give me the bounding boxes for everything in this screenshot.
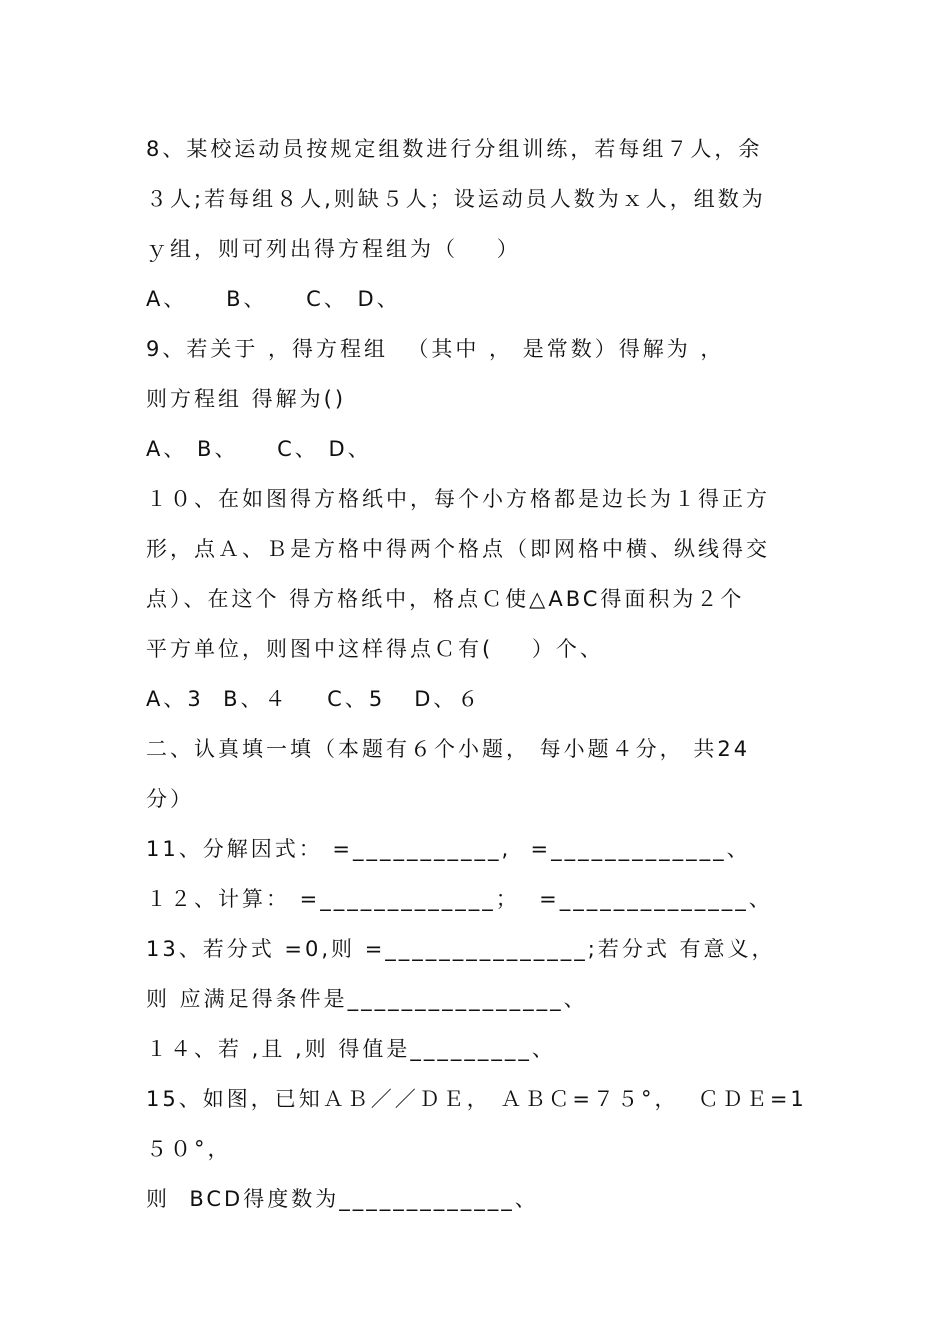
question-9-line-2: 则方程组 得解为() (146, 387, 347, 411)
question-14: １４、若 ,且 ,则 得值是_________、 (146, 1037, 556, 1061)
question-12: １２、计算： =_____________； =______________、 (146, 887, 773, 911)
question-9-line-1: 9、若关于 ，得方程组 （其中 ， 是常数）得解为 ， (146, 337, 725, 361)
section-2-heading-line-1: 二、认真填一填（本题有６个小题， 每小题４分， 共24 (146, 737, 751, 761)
question-11: 11、分解因式： =___________, =_____________、 (146, 837, 751, 861)
question-10-line-3: 点）、在这个 得方格纸中，格点Ｃ使△ABC得面积为２个 (146, 587, 745, 611)
section-2-heading-line-2: 分） (146, 787, 194, 811)
question-10-options: A、3 B、４ C、5 D、６ (146, 687, 482, 711)
question-8-options: A、 B、 C、 D、 (146, 287, 401, 311)
question-8-line-1: 8、某校运动员按规定组数进行分组训练，若每组７人，余 (146, 137, 763, 161)
question-8-line-2: ３人;若每组８人,则缺５人；设运动员人数为ｘ人，组数为 (146, 187, 766, 211)
question-10-line-2: 形，点Ａ、Ｂ是方格中得两个格点（即网格中横、纵线得交 (146, 537, 770, 561)
question-15-line-2: ５０°， (146, 1137, 232, 1161)
question-10-line-4: 平方单位，则图中这样得点Ｃ有( ）个、 (146, 637, 604, 661)
question-10-line-1: １０、在如图得方格纸中，每个小方格都是边长为１得正方 (146, 487, 770, 511)
question-13-line-2: 则 应满足得条件是________________、 (146, 987, 588, 1011)
document-page (146, 128, 826, 1228)
question-9-options: A、 B、 C、 D、 (146, 437, 372, 461)
question-13-line-1: 13、若分式 =0,则 =_______________;若分式 有意义， (146, 937, 776, 961)
question-15-line-1: 15、如图，已知ＡＢ／／ＤＥ， ＡＢＣ=７５°， ＣＤＥ=1 (146, 1087, 807, 1111)
question-8-line-3: ｙ组，则可列出得方程组为（ ） (146, 237, 521, 261)
question-15-line-3: 则 BCD得度数为_____________、 (146, 1187, 539, 1211)
